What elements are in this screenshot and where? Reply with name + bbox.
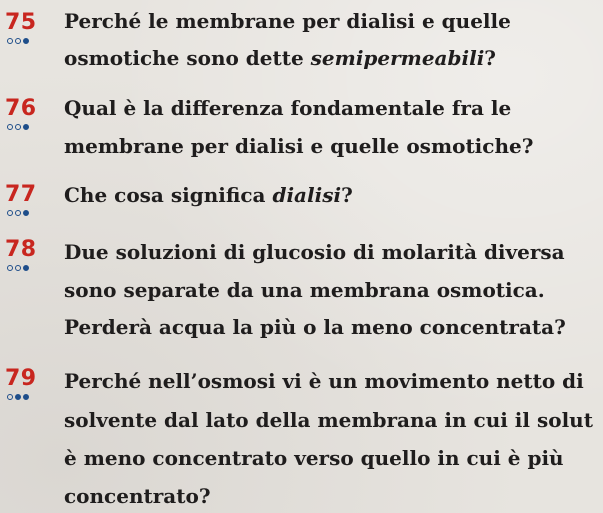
question-line: Qual è la differenza fondamentale fra le: [64, 96, 512, 120]
difficulty-dot-empty: [7, 394, 13, 400]
difficulty-dot-empty: [7, 38, 13, 44]
italic-term: dialisi: [272, 183, 342, 207]
question-line: Perché le membrane per dialisi e quelle: [64, 9, 511, 33]
italic-term: semipermeabili: [310, 46, 485, 70]
question-line: solvente dal lato della membrana in cui il solut: [64, 408, 593, 432]
question-line: [64, 183, 353, 207]
difficulty-dot-empty: [15, 210, 21, 216]
question-number: 78: [5, 237, 37, 262]
difficulty-dot-empty: [7, 124, 13, 130]
difficulty-dot-filled: [15, 394, 21, 400]
question-line: Due soluzioni di glucosio di molarità diversa: [64, 240, 565, 264]
question-text: osmotiche sono dette: [64, 46, 311, 70]
question-line: concentrato?: [64, 484, 211, 508]
difficulty-dot-filled: [23, 124, 29, 130]
question-number: 76: [5, 96, 37, 121]
question-number: 75: [5, 10, 37, 35]
question-line: [64, 46, 496, 70]
question-mark: ?: [484, 46, 497, 70]
question-line: membrane per dialisi e quelle osmotiche?: [64, 134, 534, 158]
question-text: Che cosa significa: [64, 183, 273, 207]
difficulty-dot-empty: [15, 38, 21, 44]
question-number: 79: [5, 366, 37, 391]
difficulty-dot-empty: [15, 124, 21, 130]
question-number: 77: [5, 182, 37, 207]
difficulty-dot-filled: [23, 210, 29, 216]
difficulty-dots: [7, 210, 29, 218]
difficulty-dots: [7, 265, 29, 273]
difficulty-dot-filled: [23, 394, 29, 400]
question-line: è meno concentrato verso quello in cui è più: [64, 446, 564, 470]
question-line: Perché nell’osmosi vi è un movimento netto di: [64, 369, 584, 393]
difficulty-dots: [7, 38, 29, 46]
difficulty-dot-empty: [15, 265, 21, 271]
question-mark: ?: [341, 183, 353, 207]
difficulty-dots: [7, 124, 29, 132]
difficulty-dot-filled: [23, 38, 29, 44]
question-line: sono separate da una membrana osmotica.: [64, 278, 545, 302]
difficulty-dot-empty: [7, 265, 13, 271]
difficulty-dot-filled: [23, 265, 29, 271]
question-line: Perderà acqua la più o la meno concentrata?: [64, 315, 566, 339]
difficulty-dot-empty: [7, 210, 13, 216]
difficulty-dots: [7, 394, 29, 402]
